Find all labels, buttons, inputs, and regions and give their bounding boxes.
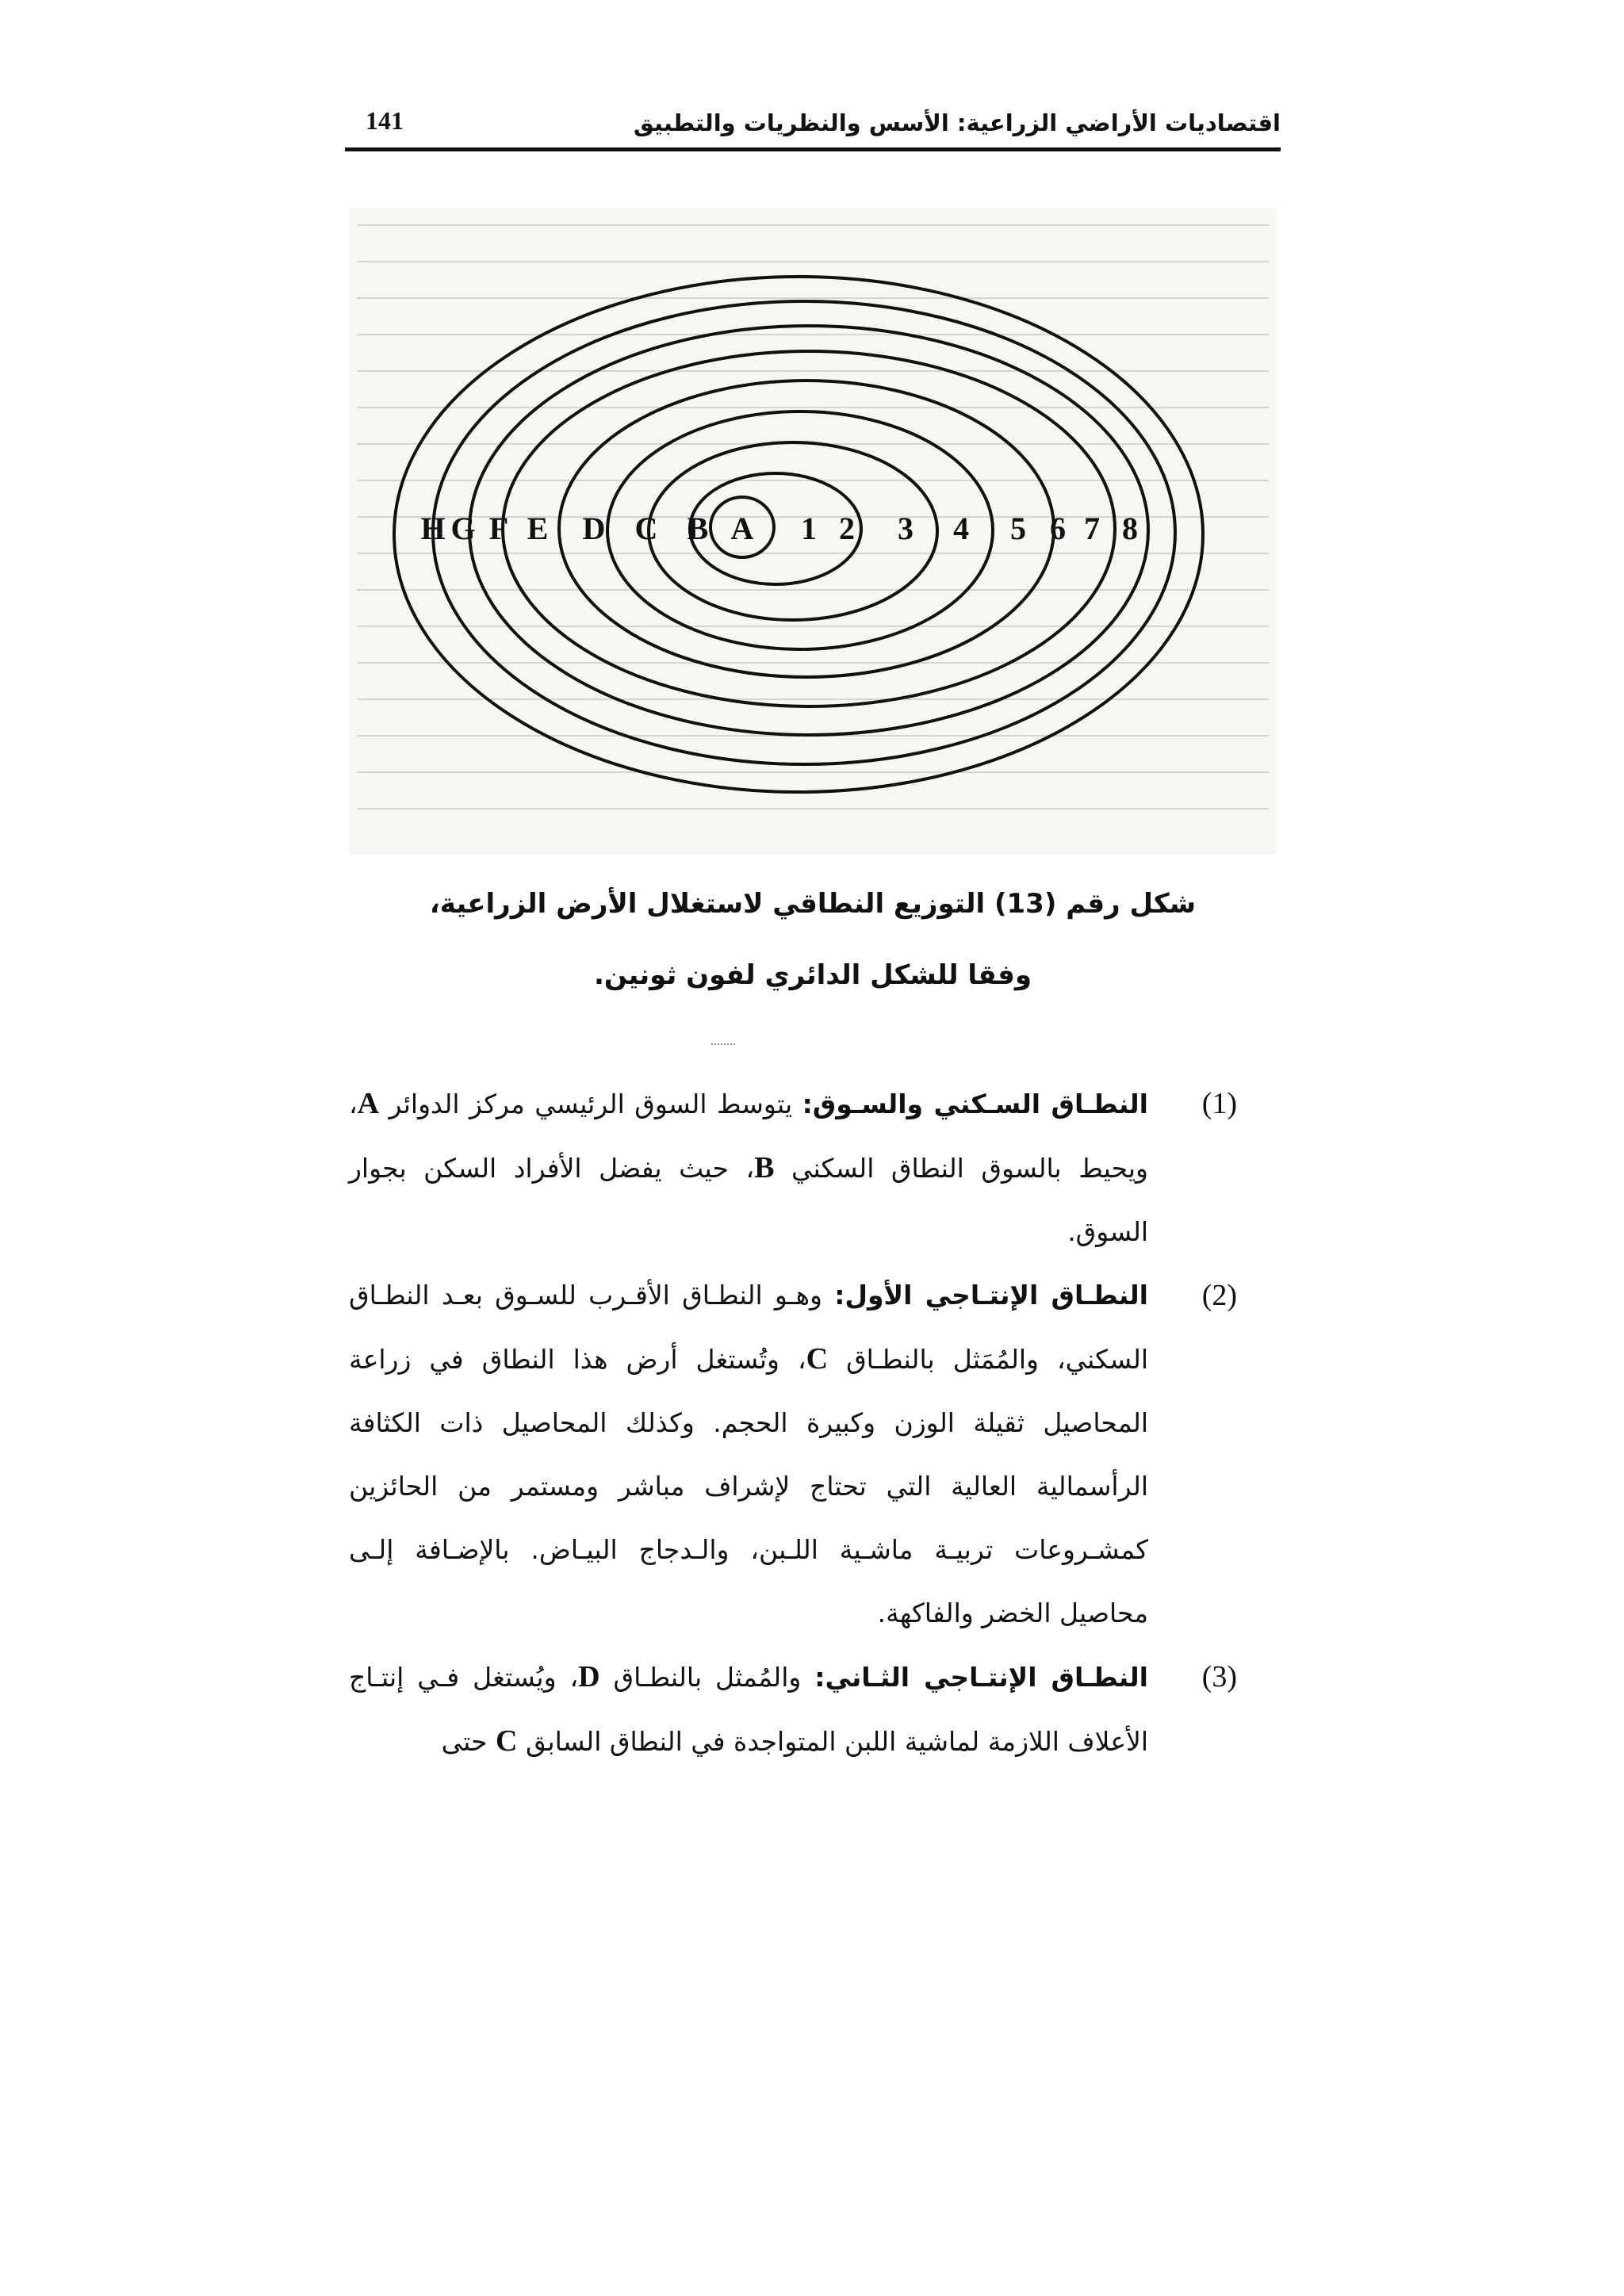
zone-number-7: 7 — [1084, 511, 1100, 546]
item-title: النطـاق السـكني والسـوق: — [802, 1089, 1148, 1119]
zone-label-d: D — [582, 511, 606, 546]
zone-number-3: 3 — [898, 511, 914, 546]
zone-number-8: 8 — [1122, 511, 1138, 546]
item-number: (2) — [1201, 1279, 1237, 1312]
ring-8 — [394, 277, 1203, 792]
ring-1 — [687, 473, 861, 584]
zone-list — [349, 1072, 1237, 1774]
item-text: يتوسط السوق الرئيسي مركز الدوائر — [379, 1089, 802, 1119]
item-text: ، ويحيط بالسوق النطاق السكني — [349, 1089, 1148, 1184]
item-text: حتى — [441, 1726, 496, 1757]
list-item — [349, 1264, 1237, 1645]
page-number: 141 — [366, 106, 404, 135]
zone-label-c: C — [634, 511, 658, 546]
page-header — [345, 105, 1281, 151]
zone-label-f: F — [488, 511, 509, 546]
concentric-rings-diagram — [349, 208, 1277, 854]
zone-label-b: B — [687, 511, 709, 546]
item-text: ، ويُستغل فـي إنتـاج الأعلاف اللازمة لماشية اللبن المتواجدة في النطاق السابق — [349, 1662, 1148, 1757]
zone-number-1: 1 — [801, 511, 817, 546]
von-thunen-figure — [349, 208, 1277, 854]
item-text: وهـو النطـاق الأقـرب للسـوق بعـد النطـاق السكني، والمُمَثل بالنطـاق — [349, 1280, 1148, 1375]
running-title: اقتصاديات الأراضي الزراعية: الأسس والنظريات والتطبيق — [633, 109, 1281, 136]
zone-code: D — [578, 1660, 600, 1693]
zone-label-a: A — [730, 511, 754, 546]
list-item — [349, 1072, 1237, 1264]
zone-label-e: E — [527, 511, 549, 546]
list-item — [349, 1645, 1237, 1774]
item-title: النطـاق الإنتـاجي الثـاني: — [814, 1662, 1148, 1693]
zone-number-2: 2 — [839, 511, 855, 546]
zone-number-5: 5 — [1010, 511, 1026, 546]
zone-code: B — [754, 1151, 775, 1184]
item-number: (1) — [1201, 1087, 1237, 1120]
caption-line-1: شكل رقم (13) التوزيع النطاقي لاستغلال الأرض الزراعية، — [429, 888, 1197, 920]
item-text: والمُمثل بالنطـاق — [599, 1662, 815, 1693]
item-text: ، حيث يفضل الأفراد السكن بجوار السوق. — [349, 1153, 1148, 1247]
zone-number-6: 6 — [1050, 511, 1066, 546]
zone-label-h: H — [420, 511, 446, 546]
item-number: (3) — [1201, 1660, 1237, 1693]
zone-code: C — [496, 1724, 518, 1758]
ring-3 — [607, 411, 993, 649]
caption-line-2: وفقا للشكل الدائري لفون ثونين. — [594, 959, 1032, 991]
separator-dots — [711, 1043, 735, 1045]
zone-code: A — [357, 1087, 380, 1120]
figure-caption — [349, 868, 1277, 1011]
zone-code: C — [806, 1342, 829, 1376]
item-text: ، وتُستغل أرض هذا النطاق في زراعة المحاصيل ثقيلة الوزن وكبيرة الحجم. وكذلك المحاصيل ذات الكثافة الرأسمالية العالية التي تحتاج لإشراف مباشر ومستمر من الحائزين كمشـروعات تربيـة ماشـية اللـبن، والـدجاج البيـاض. بالإضـافة إلـى محاصيل الخضر والفاكهة. — [349, 1344, 1148, 1628]
zone-number-4: 4 — [953, 511, 969, 546]
zone-label-g: G — [450, 511, 476, 546]
item-title: النطـاق الإنتـاجي الأول: — [834, 1280, 1148, 1311]
